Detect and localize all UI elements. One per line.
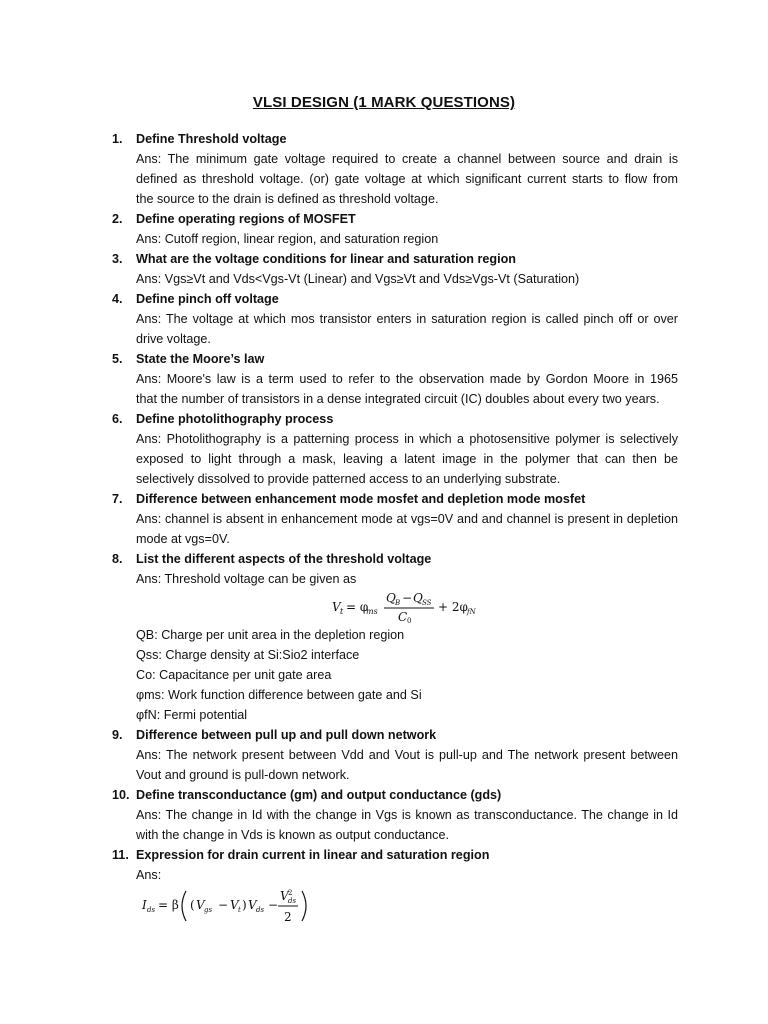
definition-line: QB: Charge per unit area in the depletion region bbox=[136, 628, 405, 642]
question-text: Define pinch off voltage bbox=[136, 292, 279, 306]
svg-text:t: t bbox=[238, 906, 241, 914]
svg-text:fN: fN bbox=[467, 608, 476, 616]
svg-text:2: 2 bbox=[288, 889, 293, 897]
question-9 bbox=[0, 725, 768, 785]
answer-line: Vout and ground is pull-down network. bbox=[136, 768, 350, 782]
svg-text:I: I bbox=[142, 898, 147, 912]
answer-line: Ans: Cutoff region, linear region, and saturation region bbox=[136, 232, 439, 246]
answer-line: mode at vgs=0V. bbox=[136, 532, 230, 546]
drain-current-formula-image bbox=[140, 885, 310, 927]
drain-current-formula bbox=[0, 885, 768, 927]
svg-text:ds: ds bbox=[288, 897, 297, 905]
svg-text:t: t bbox=[340, 607, 344, 616]
question-text: List the different aspects of the threshold voltage bbox=[136, 552, 432, 566]
question-10 bbox=[0, 785, 768, 845]
question-8 bbox=[0, 549, 768, 725]
question-11 bbox=[0, 845, 768, 927]
answer-line: the source to the drain is defined as threshold voltage. bbox=[136, 192, 439, 206]
question-text: Expression for drain current in linear and saturation region bbox=[136, 848, 490, 862]
svg-text:= φ: = φ bbox=[346, 600, 369, 614]
svg-text:): ) bbox=[242, 898, 247, 912]
page-title: VLSI DESIGN (1 MARK QUESTIONS) bbox=[252, 94, 516, 111]
question-text: Define transconductance (gm) and output conductance (gds) bbox=[136, 788, 502, 802]
answer-line: selectively dissolved to provide patterned access to an underlying substrate. bbox=[136, 472, 561, 486]
svg-text:ds: ds bbox=[147, 906, 156, 914]
svg-text:(: ( bbox=[190, 898, 195, 912]
svg-text:ds: ds bbox=[256, 906, 265, 914]
question-text: Define photolithography process bbox=[136, 412, 334, 426]
question-text: What are the voltage conditions for linear and saturation region bbox=[136, 252, 516, 266]
question-4 bbox=[0, 289, 768, 349]
answer-line: Ans: Photolithography is a patterning process in which a photosensitive polymer is selectively bbox=[136, 432, 678, 446]
question-number: 11. bbox=[112, 848, 129, 862]
svg-text:= β: = β bbox=[158, 898, 179, 912]
answer-line: Ans: The network present between Vdd and Vout is pull-up and The network present between bbox=[136, 748, 678, 762]
svg-text:SS: SS bbox=[422, 599, 432, 607]
question-text: Difference between pull up and pull down network bbox=[136, 728, 437, 742]
answer-line: Ans: Vgs≥Vt and Vds<Vgs-Vt (Linear) and Vgs≥Vt and Vds≥Vgs-Vt (Saturation) bbox=[136, 272, 580, 286]
question-text: Difference between enhancement mode mosfet and depletion mode mosfet bbox=[136, 492, 586, 506]
question-1 bbox=[0, 129, 768, 209]
svg-text:V: V bbox=[248, 898, 257, 912]
question-text: Define operating regions of MOSFET bbox=[136, 212, 356, 226]
question-text: State the Moore’s law bbox=[136, 352, 265, 366]
svg-text:+ 2φ: + 2φ bbox=[438, 600, 468, 614]
svg-text:Q: Q bbox=[413, 591, 423, 605]
question-number: 6. bbox=[112, 412, 123, 426]
svg-text:−: − bbox=[218, 898, 229, 912]
question-number: 2. bbox=[112, 212, 123, 226]
svg-text:gs: gs bbox=[204, 906, 213, 914]
question-number: 7. bbox=[112, 492, 123, 506]
answer-line: Ans: Threshold voltage can be given as bbox=[136, 572, 357, 586]
threshold-voltage-formula bbox=[0, 589, 768, 625]
question-number: 1. bbox=[112, 132, 123, 146]
definition-line: Co: Capacitance per unit gate area bbox=[136, 668, 332, 682]
question-2 bbox=[0, 209, 768, 249]
answer-line: that the number of transistors in a dense integrated circuit (IC) doubles about every two years. bbox=[136, 392, 660, 406]
answer-line: Ans: The change in Id with the change in Vgs is known as transconductance. The change in Id bbox=[136, 808, 678, 822]
answer-line: defined as threshold voltage. (or) gate voltage at which significant current starts to flow from bbox=[136, 172, 678, 186]
answer-line: Ans: The minimum gate voltage required to create a channel between source and drain is bbox=[136, 152, 678, 166]
answer-line: exposed to light through a mask, leaving a latent image in the polymer that can then be bbox=[136, 452, 678, 466]
question-3 bbox=[0, 249, 768, 289]
svg-text:Q: Q bbox=[386, 591, 396, 605]
answer-line: Ans: channel is absent in enhancement mode at vgs=0V and and channel is present in depletion bbox=[136, 512, 678, 526]
svg-text:C: C bbox=[398, 610, 408, 624]
threshold-voltage-formula-image bbox=[330, 589, 480, 625]
svg-text:V: V bbox=[332, 600, 341, 614]
answer-line: Ans: The voltage at which mos transistor enters in saturation region is called pinch off or over bbox=[136, 312, 678, 326]
question-number: 10. bbox=[112, 788, 130, 802]
answer-line: drive voltage. bbox=[136, 332, 211, 346]
question-number: 8. bbox=[112, 552, 123, 566]
question-list bbox=[0, 129, 768, 927]
definition-line: φms: Work function difference between gate and Si bbox=[136, 688, 422, 702]
svg-text:V: V bbox=[280, 889, 289, 903]
svg-text:ms: ms bbox=[366, 607, 378, 616]
question-text: Define Threshold voltage bbox=[136, 132, 287, 146]
question-number: 5. bbox=[112, 352, 123, 366]
answer-line: with the change in Vds is known as output conductance. bbox=[136, 828, 449, 842]
svg-text:2: 2 bbox=[284, 910, 292, 924]
answer-line: Ans: bbox=[136, 868, 162, 882]
question-number: 4. bbox=[112, 292, 123, 306]
svg-text:V: V bbox=[196, 898, 205, 912]
question-number: 3. bbox=[112, 252, 123, 266]
question-5 bbox=[0, 349, 768, 409]
svg-text:−: − bbox=[402, 591, 413, 605]
definition-line: φfN: Fermi potential bbox=[136, 708, 248, 722]
question-6 bbox=[0, 409, 768, 489]
svg-text:B: B bbox=[395, 599, 401, 607]
question-number: 9. bbox=[112, 728, 123, 742]
svg-text:−: − bbox=[268, 898, 279, 912]
question-7 bbox=[0, 489, 768, 549]
answer-line: Ans: Moore's law is a term used to refer to the observation made by Gordon Moore in 1965 bbox=[136, 372, 678, 386]
svg-text:0: 0 bbox=[407, 617, 412, 625]
definition-line: Qss: Charge density at Si:Sio2 interface bbox=[136, 648, 360, 662]
svg-text:V: V bbox=[230, 898, 239, 912]
